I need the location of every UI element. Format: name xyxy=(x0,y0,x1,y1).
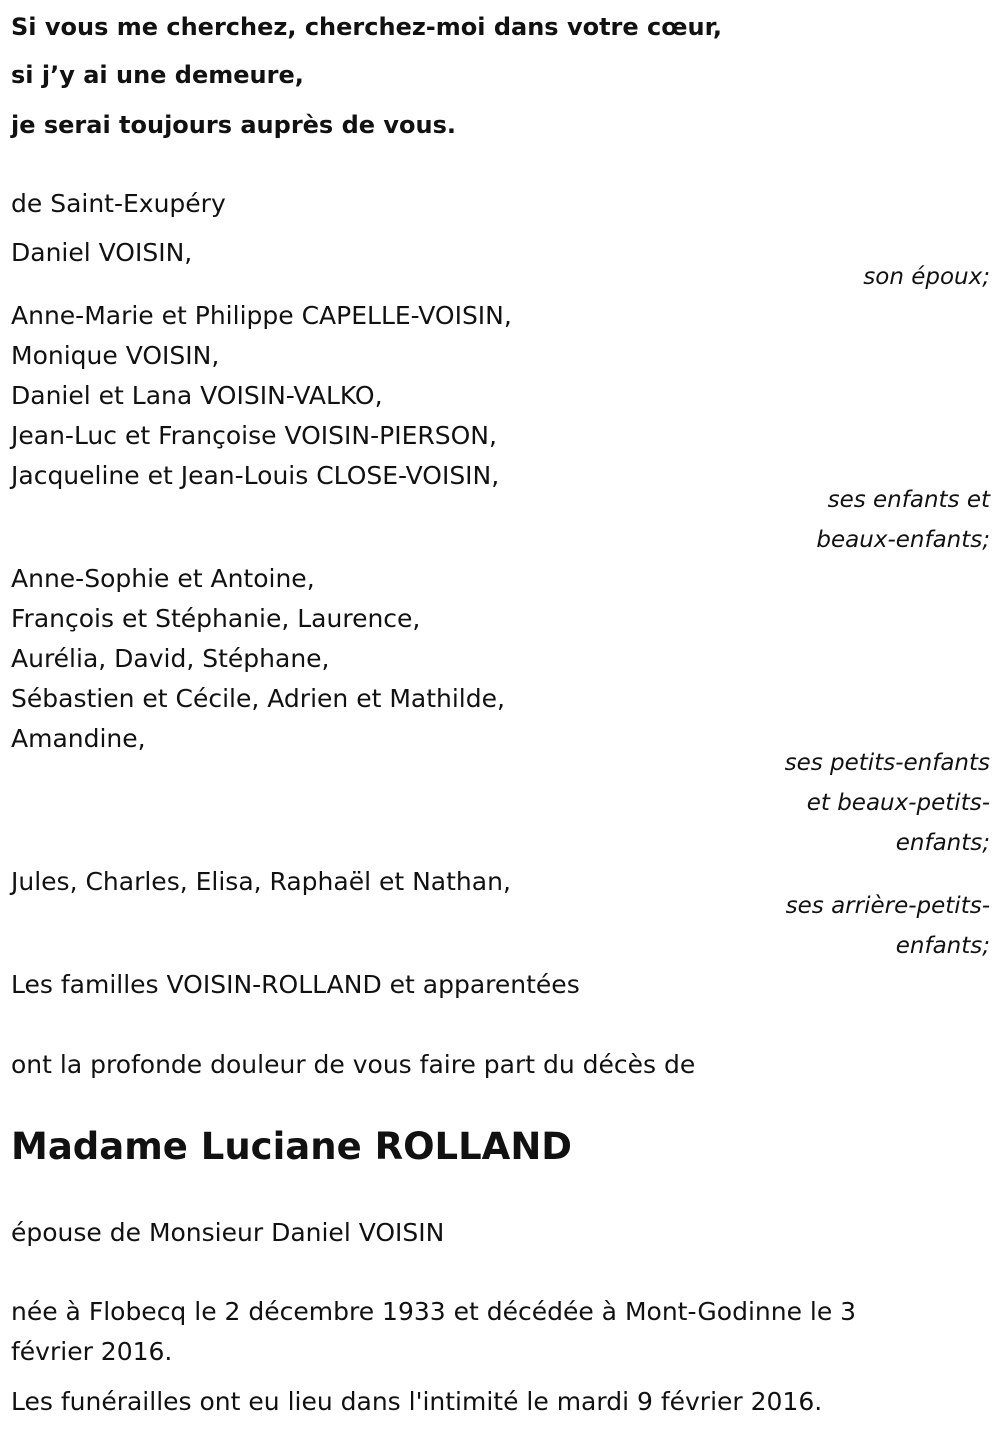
great-grandchildren-role-line-2: enfants; xyxy=(895,933,990,959)
spouse-name: Daniel VOISIN, xyxy=(11,238,193,267)
child-line: Jean-Luc et Françoise VOISIN-PIERSON, xyxy=(11,421,497,450)
families-line: Les familles VOISIN-ROLLAND et apparentées xyxy=(11,970,580,999)
poem-line-3: je serai toujours auprès de vous. xyxy=(11,111,457,139)
poem-line-2: si j’y ai une demeure, xyxy=(11,61,304,89)
birth-death-dates: née à Flobecq le 2 décembre 1933 et décédée à Mont-Godinne le 3 février 2016. xyxy=(11,1297,857,1366)
funeral-line: Les funérailles ont eu lieu dans l'intimité le mardi 9 février 2016. xyxy=(11,1387,823,1416)
great-grandchildren-role-line-1: ses arrière-petits- xyxy=(785,893,990,919)
grandchildren-role-line-2: et beaux-petits- xyxy=(806,790,990,816)
grandchild-line: Amandine, xyxy=(11,724,146,753)
grandchild-line: Sébastien et Cécile, Adrien et Mathilde, xyxy=(11,684,505,713)
poem-attribution: de Saint-Exupéry xyxy=(11,189,226,218)
grandchildren-role-line-3: enfants; xyxy=(895,830,990,856)
child-line: Daniel et Lana VOISIN-VALKO, xyxy=(11,381,383,410)
deceased-name: Madame Luciane ROLLAND xyxy=(11,1125,572,1168)
grandchild-line: Anne-Sophie et Antoine, xyxy=(11,564,315,593)
grandchildren-role-line-1: ses petits-enfants xyxy=(784,750,990,776)
spouse-role: son époux; xyxy=(863,264,990,290)
child-line: Jacqueline et Jean-Louis CLOSE-VOISIN, xyxy=(11,461,500,490)
child-line: Monique VOISIN, xyxy=(11,341,220,370)
poem-line-1: Si vous me cherchez, cherchez-moi dans votre cœur, xyxy=(11,13,723,41)
announcement-line: ont la profonde douleur de vous faire part du décès de xyxy=(11,1050,696,1079)
children-role-line-1: ses enfants et xyxy=(827,487,990,513)
grandchild-line: François et Stéphanie, Laurence, xyxy=(11,604,421,633)
relation-line: épouse de Monsieur Daniel VOISIN xyxy=(11,1218,445,1247)
grandchild-line: Aurélia, David, Stéphane, xyxy=(11,644,330,673)
great-grandchildren-names: Jules, Charles, Elisa, Raphaël et Nathan, xyxy=(11,867,511,896)
child-line: Anne-Marie et Philippe CAPELLE-VOISIN, xyxy=(11,301,512,330)
children-role-line-2: beaux-enfants; xyxy=(816,527,990,553)
